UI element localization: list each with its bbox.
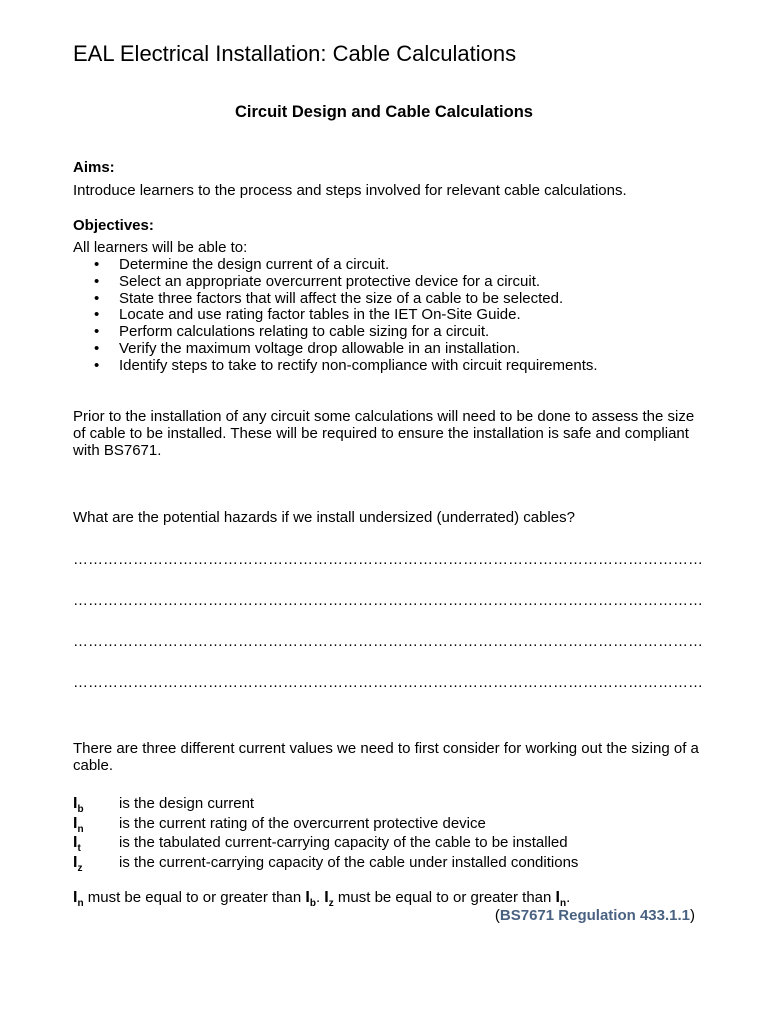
intro-paragraph: Prior to the installation of any circuit some calculations will need to be done to assess the size of cable to be installed. These will be required to ensure the installation is safe and compliant with BS7671.: [73, 408, 695, 459]
current-symbol: $I_z$: [73, 853, 83, 874]
bullet-icon: •: [94, 306, 100, 324]
bullet-icon: •: [94, 356, 100, 374]
aims-text: Introduce learners to the process and steps involved for relevant cable calculations.: [73, 182, 627, 199]
list-item: • Verify the maximum voltage drop allowable in an installation.: [94, 339, 521, 357]
list-item: • Locate and use rating factor tables in the IET On-Site Guide.: [94, 306, 521, 324]
current-definitions: [73, 795, 578, 873]
answer-line[interactable]: ………………………………………………………………………………………………………………: [73, 592, 703, 609]
answer-line[interactable]: ………………………………………………………………………………………………………………: [73, 674, 703, 691]
definition-row: [73, 834, 578, 854]
list-item: • Determine the design current of a circuit.: [94, 256, 390, 273]
bullet-icon: •: [94, 256, 100, 273]
document-title: EAL Electrical Installation: Cable Calculations: [73, 41, 517, 66]
aims-heading: Aims:: [73, 159, 115, 176]
current-symbol: $I_n$: [73, 814, 84, 835]
objectives-intro: All learners will be able to:: [73, 239, 248, 256]
list-item: • Identify steps to take to rectify non-compliance with circuit requirements.: [94, 356, 598, 374]
current-symbol: $I_t$: [73, 834, 81, 855]
hazards-question: What are the potential hazards if we install undersized (underrated) cables?: [73, 509, 575, 526]
definition-row: [73, 815, 578, 835]
definition-row: [73, 854, 578, 874]
definition-text: is the current rating of the overcurrent protective device: [119, 814, 486, 832]
section-title: Circuit Design and Cable Calculations: [235, 103, 533, 121]
definition-text: is the tabulated current-carrying capacity of the cable to be installed: [119, 834, 568, 851]
bullet-icon: •: [94, 323, 100, 341]
list-item: • Perform calculations relating to cable sizing for a circuit.: [94, 323, 490, 341]
list-item: • Select an appropriate overcurrent protective device for a circuit.: [94, 272, 541, 290]
objectives-list: [73, 257, 598, 375]
objectives-heading: Objectives:: [73, 217, 154, 234]
current-symbol: $I_b$: [73, 795, 84, 816]
definition-text: is the design current: [119, 795, 255, 812]
bullet-icon: •: [94, 289, 100, 307]
regulation-reference: (BS7671 Regulation 433.1.1): [494, 907, 695, 924]
definition-row: [73, 795, 578, 815]
list-item: • State three factors that will affect the size of a cable to be selected.: [94, 289, 564, 307]
currents-intro: There are three different current values we need to first consider for working out the sizing of a cable.: [73, 740, 699, 774]
current-rule: $I_n$ must be equal to or greater than $I_b$. $I_z$ must be equal to or greater than $I_n$.: [73, 889, 571, 909]
answer-line[interactable]: ………………………………………………………………………………………………………………: [73, 551, 703, 568]
bullet-icon: •: [94, 272, 100, 290]
answer-line[interactable]: ………………………………………………………………………………………………………………: [73, 633, 703, 650]
definition-text: is the current-carrying capacity of the cable under installed conditions: [119, 853, 579, 871]
bullet-icon: •: [94, 339, 100, 357]
